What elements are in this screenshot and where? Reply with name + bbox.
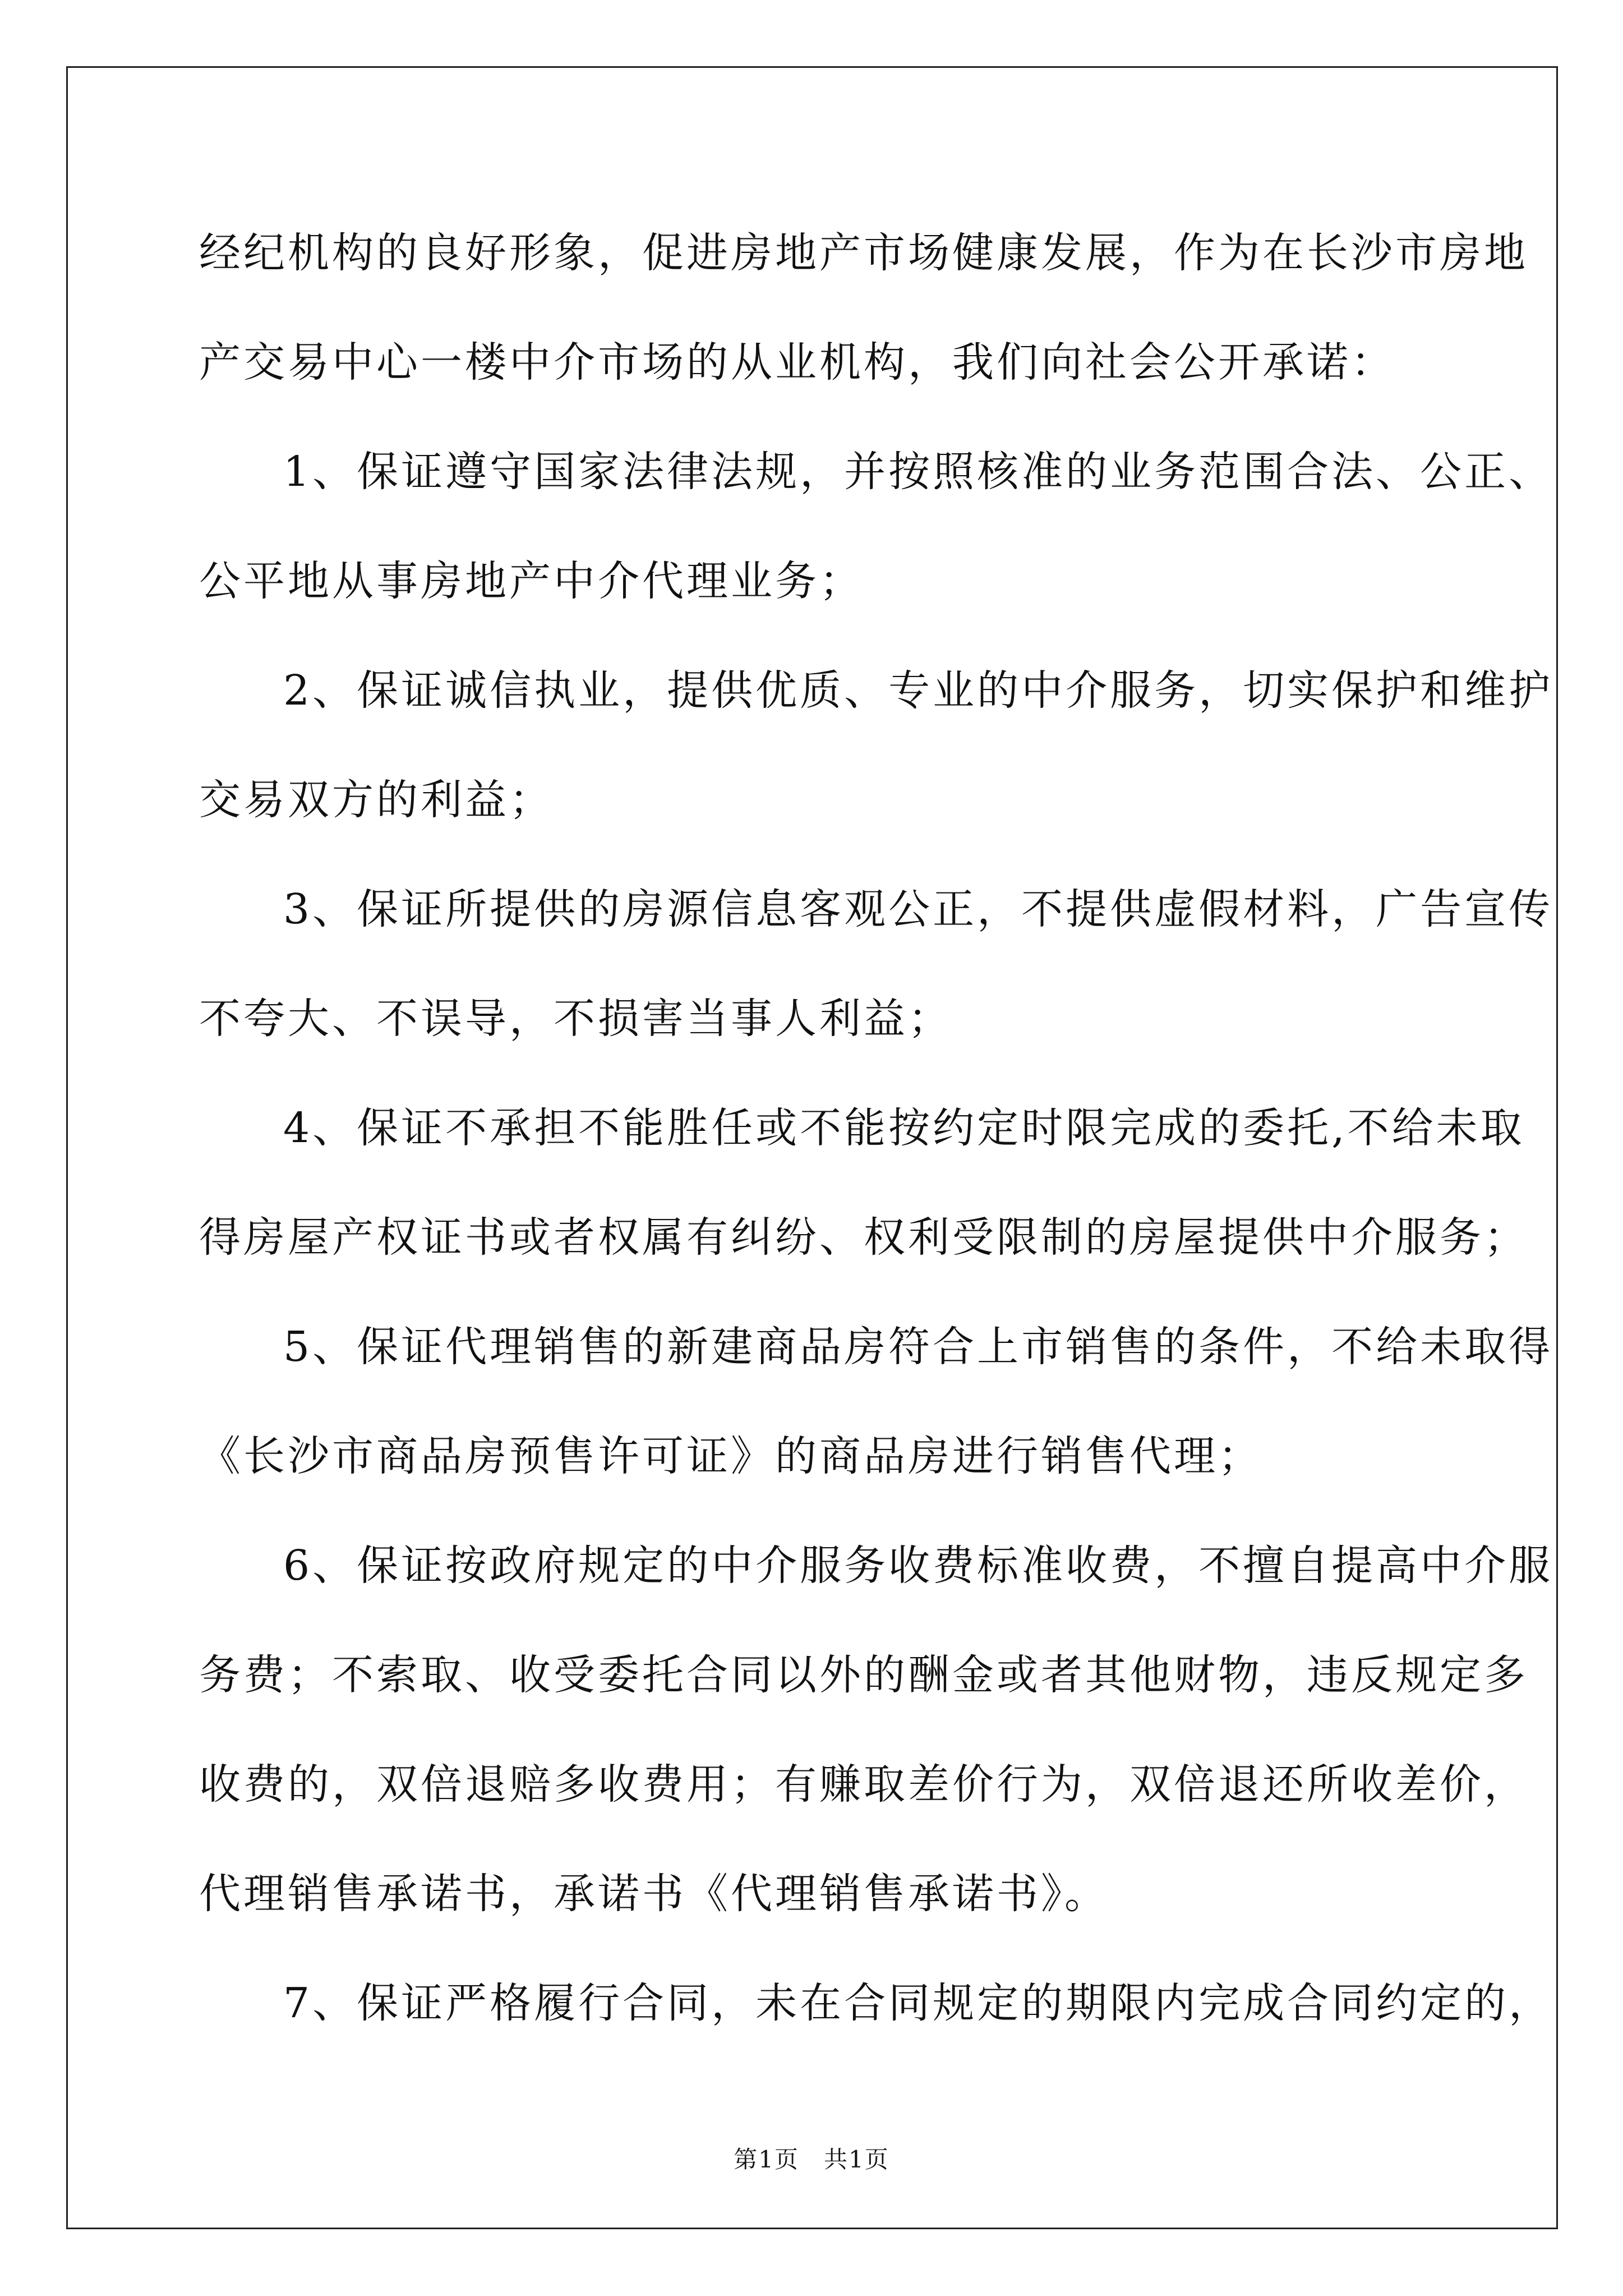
text-line: 6、保证按政府规定的中介服务收费标准收费，不擅自提高中介服	[283, 1542, 1553, 1590]
text-line: 不夸大、不误导，不损害当事人利益；	[199, 995, 952, 1043]
document-body	[199, 222, 1553, 2082]
text-line: 务费；不索取、收受委托合同以外的酬金或者其他财物，违反规定多	[199, 1651, 1528, 1699]
text-line: 4、保证不承担不能胜任或不能按约定时限完成的委托,不给未取	[283, 1104, 1525, 1152]
text-line: 《长沙市商品房预售许可证》的商品房进行销售代理；	[199, 1432, 1262, 1480]
text-line: 交易双方的利益；	[199, 776, 554, 824]
text-line: 5、保证代理销售的新建商品房符合上市销售的条件，不给未取得	[283, 1323, 1553, 1371]
text-line: 2、保证诚信执业，提供优质、专业的中介服务，切实保护和维护	[283, 666, 1553, 715]
text-line: 公平地从事房地产中介代理业务；	[199, 557, 864, 605]
page-footer: 第1页 共1页	[734, 2146, 889, 2173]
text-line: 7、保证严格履行合同，未在合同规定的期限内完成合同约定的，	[283, 1979, 1553, 2027]
text-line: 代理销售承诺书，承诺书《代理销售承诺书》。	[199, 1870, 1109, 1918]
page-border	[66, 66, 1558, 2229]
text-line: 经纪机构的良好形象，促进房地产市场健康发展，作为在长沙市房地	[199, 229, 1528, 277]
text-line: 产交易中心一楼中介市场的从业机构，我们向社会公开承诺：	[199, 338, 1395, 386]
text-line: 3、保证所提供的房源信息客观公正，不提供虚假材料，广告宣传	[283, 885, 1553, 933]
text-line: 得房屋产权证书或者权属有纠纷、权利受限制的房屋提供中介服务；	[199, 1213, 1528, 1262]
text-line: 收费的，双倍退赔多收费用；有赚取差价行为，双倍退还所收差价，	[199, 1760, 1528, 1809]
text-line: 1、保证遵守国家法律法规，并按照核准的业务范围合法、公正、	[283, 448, 1553, 496]
